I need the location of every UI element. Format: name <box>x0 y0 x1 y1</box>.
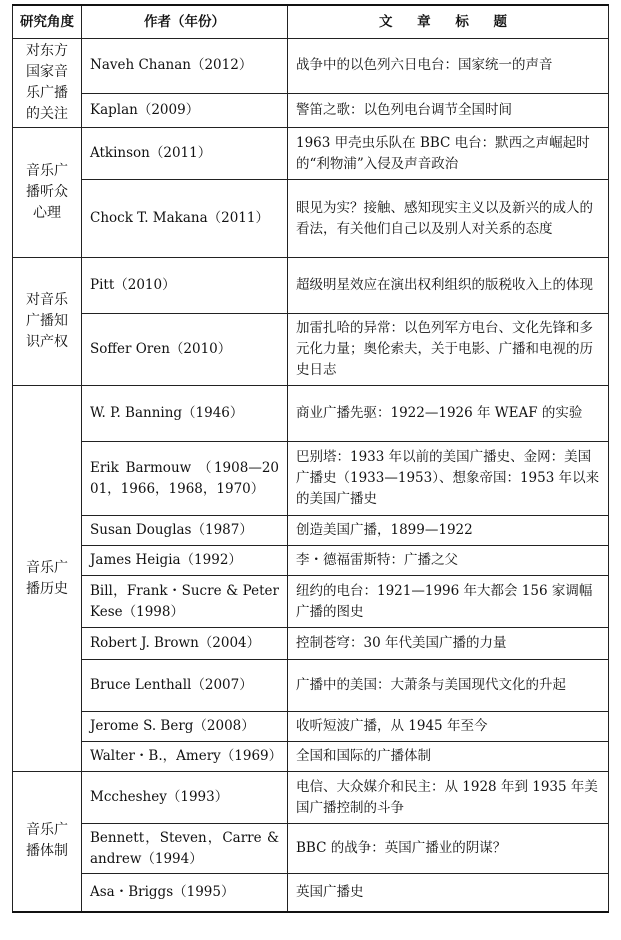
table-row <box>13 39 609 94</box>
table-row <box>13 772 609 824</box>
table-row <box>13 128 609 180</box>
table-row <box>13 93 609 127</box>
table-row <box>13 180 609 258</box>
table-row <box>13 712 609 742</box>
table-row <box>13 314 609 386</box>
title-cell: 全国和国际的广播体制 <box>288 742 609 772</box>
category-cell: 音乐广播体制 <box>13 772 82 912</box>
table-row <box>13 874 609 912</box>
table-row <box>13 742 609 772</box>
header-row <box>13 5 609 39</box>
table-row <box>13 660 609 712</box>
author-cell: Soffer Oren（2010） <box>82 314 288 386</box>
table-row <box>13 628 609 660</box>
author-cell: Naveh Chanan（2012） <box>82 39 288 94</box>
header-research-angle: 研究角度 <box>13 5 82 39</box>
title-cell: 英国广播史 <box>288 874 609 912</box>
table-row <box>13 546 609 576</box>
author-cell: James Heigia（1992） <box>82 546 288 576</box>
title-cell: 警笛之歌：以色列电台调节全国时间 <box>288 93 609 127</box>
title-cell: 商业广播先驱：1922—1926 年 WEAF 的实验 <box>288 386 609 442</box>
author-cell: Bill，Frank・Sucre & Peter Kese（1998） <box>82 576 288 628</box>
author-cell: W. P. Banning（1946） <box>82 386 288 442</box>
table-row <box>13 442 609 516</box>
title-cell: 超级明星效应在演出权利组织的版税收入上的体现 <box>288 258 609 314</box>
author-cell: Bennett，Steven，Carre & andrew（1994） <box>82 824 288 874</box>
category-cell: 音乐广播历史 <box>13 386 82 772</box>
header-author-year: 作者（年份） <box>82 5 288 39</box>
title-cell: 电信、大众媒介和民主：从 1928 年到 1935 年美国广播控制的斗争 <box>288 772 609 824</box>
title-cell: 巴别塔：1933 年以前的美国广播史、金网：美国广播史（1933—1953）、想象帝国：1953 年以来的美国广播史 <box>288 442 609 516</box>
title-cell: 控制苍穹：30 年代美国广播的力量 <box>288 628 609 660</box>
literature-table <box>12 4 609 913</box>
title-cell: 眼见为实？接触、感知现实主义以及新兴的成人的看法，有关他们自己以及别人对关系的态度 <box>288 180 609 258</box>
header-article-title: 文 章 标 题 <box>288 5 609 39</box>
author-cell: Pitt（2010） <box>82 258 288 314</box>
author-cell: Robert J. Brown（2004） <box>82 628 288 660</box>
author-cell: Asa・Briggs（1995） <box>82 874 288 912</box>
author-cell: Atkinson（2011） <box>82 128 288 180</box>
title-cell: 1963 甲壳虫乐队在 BBC 电台：默西之声崛起时的“利物浦”入侵及声音政治 <box>288 128 609 180</box>
title-cell: BBC 的战争：英国广播业的阴谋？ <box>288 824 609 874</box>
author-cell: Walter・B.，Amery（1969） <box>82 742 288 772</box>
title-cell: 广播中的美国：大萧条与美国现代文化的升起 <box>288 660 609 712</box>
title-cell: 创造美国广播，1899—1922 <box>288 516 609 546</box>
category-cell: 音乐广播听众心理 <box>13 128 82 258</box>
author-cell: Susan Douglas（1987） <box>82 516 288 546</box>
author-cell: Kaplan（2009） <box>82 93 288 127</box>
title-cell: 加雷扎哈的异常：以色列军方电台、文化先锋和多元化力量；奥伦索夫，关于电影、广播和电视的历史日志 <box>288 314 609 386</box>
author-cell: Erik Barmouw （1908—2001，1966，1968，1970） <box>82 442 288 516</box>
title-cell: 收听短波广播，从 1945 年至今 <box>288 712 609 742</box>
author-cell: Chock T. Makana（2011） <box>82 180 288 258</box>
table-row <box>13 258 609 314</box>
table-row <box>13 386 609 442</box>
table-row <box>13 516 609 546</box>
title-cell: 李・德福雷斯特：广播之父 <box>288 546 609 576</box>
author-cell: Bruce Lenthall（2007） <box>82 660 288 712</box>
table-row <box>13 824 609 874</box>
author-cell: Jerome S. Berg（2008） <box>82 712 288 742</box>
title-cell: 战争中的以色列六日电台：国家统一的声音 <box>288 39 609 94</box>
category-cell: 对音乐广播知识产权 <box>13 258 82 386</box>
table-row <box>13 576 609 628</box>
title-cell: 纽约的电台：1921—1996 年大都会 156 家调幅广播的图史 <box>288 576 609 628</box>
author-cell: Mccheshey（1993） <box>82 772 288 824</box>
category-cell: 对东方国家音乐广播的关注 <box>13 39 82 128</box>
